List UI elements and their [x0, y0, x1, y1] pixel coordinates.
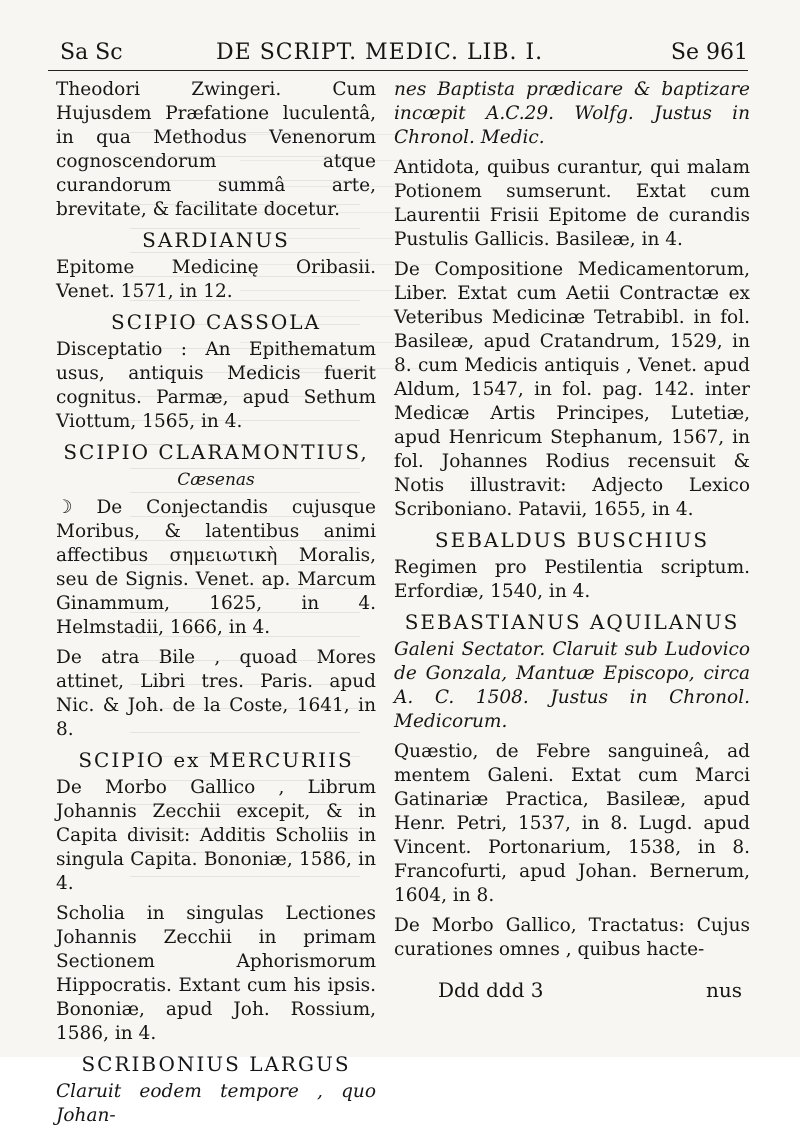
- entry-heading: SCRIBONIUS LARGUS: [81, 1052, 351, 1076]
- entry-paragraph: Antidota, quibus curantur, qui malam Potionem sumserunt. Extat cum Laurentii Frisii Epitome de curandis Pustulis Gallicis. Basileæ, in 4.: [394, 157, 750, 250]
- italic-note: nes Baptista prædicare & baptizare incœpit A.C.29. Wolfg. Justus in Chronol. Medic.: [394, 79, 750, 148]
- italic-note: Galeni Sectator. Claruit sub Ludovico de Gonzala, Mantuæ Episcopo, circa A. C. 1508. Justus in Chronol. Medicorum.: [394, 639, 750, 732]
- entry-paragraph: De Morbo Gallico , Librum Johannis Zecchii excepit, & in Capita divisit: Additis Scholiis in singula Capita. Bononiæ, 1586, in 4.: [56, 777, 376, 894]
- page-footer: [428, 978, 748, 1006]
- entry-paragraph: De atra Bile , quoad Mores attinet, Libri tres. Paris. apud Nic. & Joh. de la Coste, 1641, in 8.: [56, 647, 376, 740]
- entry-subheading: Cæsenas: [177, 470, 255, 490]
- header-title: DE SCRIPT. MEDIC. LIB. I.: [216, 40, 544, 65]
- italic-note: Claruit eodem tempore , quo Johan-: [56, 1081, 376, 1126]
- entry-paragraph: Disceptatio : An Epithematum usus, antiquis Medicis fuerit cognitus. Parmæ, apud Sethum Viottum, 1565, in 4.: [56, 339, 376, 432]
- entry-heading: SARDIANUS: [142, 228, 290, 252]
- entry-paragraph: De Compositione Medicamentorum, Liber. Extat cum Aetii Contractæ ex Veteribus Medicinæ Tetrabibl. in fol. Basileæ, apud Cratandrum, 1529, in 8. cum Medicis antiquis , Venet. apud Aldum, 1547, in fol. pag. 142. inter Medicæ Artis Principes, Lutetiæ, apud Henricum Stephanum, 1567, in fol. Johannes Rodius recensuit & Notis illustravit: Adjecto Lexico Scriboniano. Patavii, 1655, in 4.: [394, 259, 750, 520]
- entry-paragraph: Regimen pro Pestilentia scriptum. Erfordiæ, 1540, in 4.: [394, 557, 750, 602]
- entry-paragraph: Scholia in singulas Lectiones Johannis Zecchii in primam Sectionem Aphorismorum Hippocratis. Extant cum his ipsis. Bononiæ, apud Joh. Rossium, 1586, in 4.: [56, 903, 376, 1044]
- catchword: nus: [705, 978, 742, 1002]
- header-left-guide: Sa Sc: [60, 40, 123, 65]
- entry-paragraph: Theodori Zwingeri. Cum Hujusdem Præfatione luculentâ, in qua Methodus Venenorum cognoscendorum atque curandorum summâ arte, brevitate, & facilitate docetur.: [56, 79, 376, 220]
- left-column: [56, 78, 376, 1134]
- entry-heading: SEBASTIANUS AQUILANUS: [404, 610, 740, 634]
- running-header: [48, 34, 748, 71]
- entry-paragraph: Epitome Medicinę Oribasii. Venet. 1571, in 12.: [56, 257, 376, 302]
- signature-mark: Ddd ddd 3: [438, 978, 544, 1002]
- entry-paragraph: ☽ De Conjectandis cujusque Moribus, & latentibus animi affectibus σημειωτικὴ Moralis, seu de Signis. Venet. ap. Marcum Ginammum, 1625, in 4. Helmstadii, 1666, in 4.: [56, 497, 376, 638]
- entry-paragraph: Quæstio, de Febre sanguineâ, ad mentem Galeni. Extat cum Marci Gatinariæ Practica, Basileæ, apud Henr. Petri, 1537, in 8. Lugd. apud Vincent. Portonarium, 1538, in 8. Francofurti, apud Johan. Bernerum, 1604, in 8.: [394, 741, 750, 906]
- entry-heading: SEBALDUS BUSCHIUS: [434, 528, 710, 552]
- entry-heading: SCIPIO ex MERCURIIS: [78, 748, 354, 772]
- header-right-guide: Se 961: [670, 40, 748, 65]
- entry-heading: SCIPIO CASSOLA: [111, 310, 321, 334]
- right-column: [394, 78, 750, 968]
- entry-heading: SCIPIO CLARAMONTIUS,: [63, 440, 369, 464]
- entry-paragraph: De Morbo Gallico, Tractatus: Cujus curationes omnes , quibus hacte-: [394, 915, 750, 960]
